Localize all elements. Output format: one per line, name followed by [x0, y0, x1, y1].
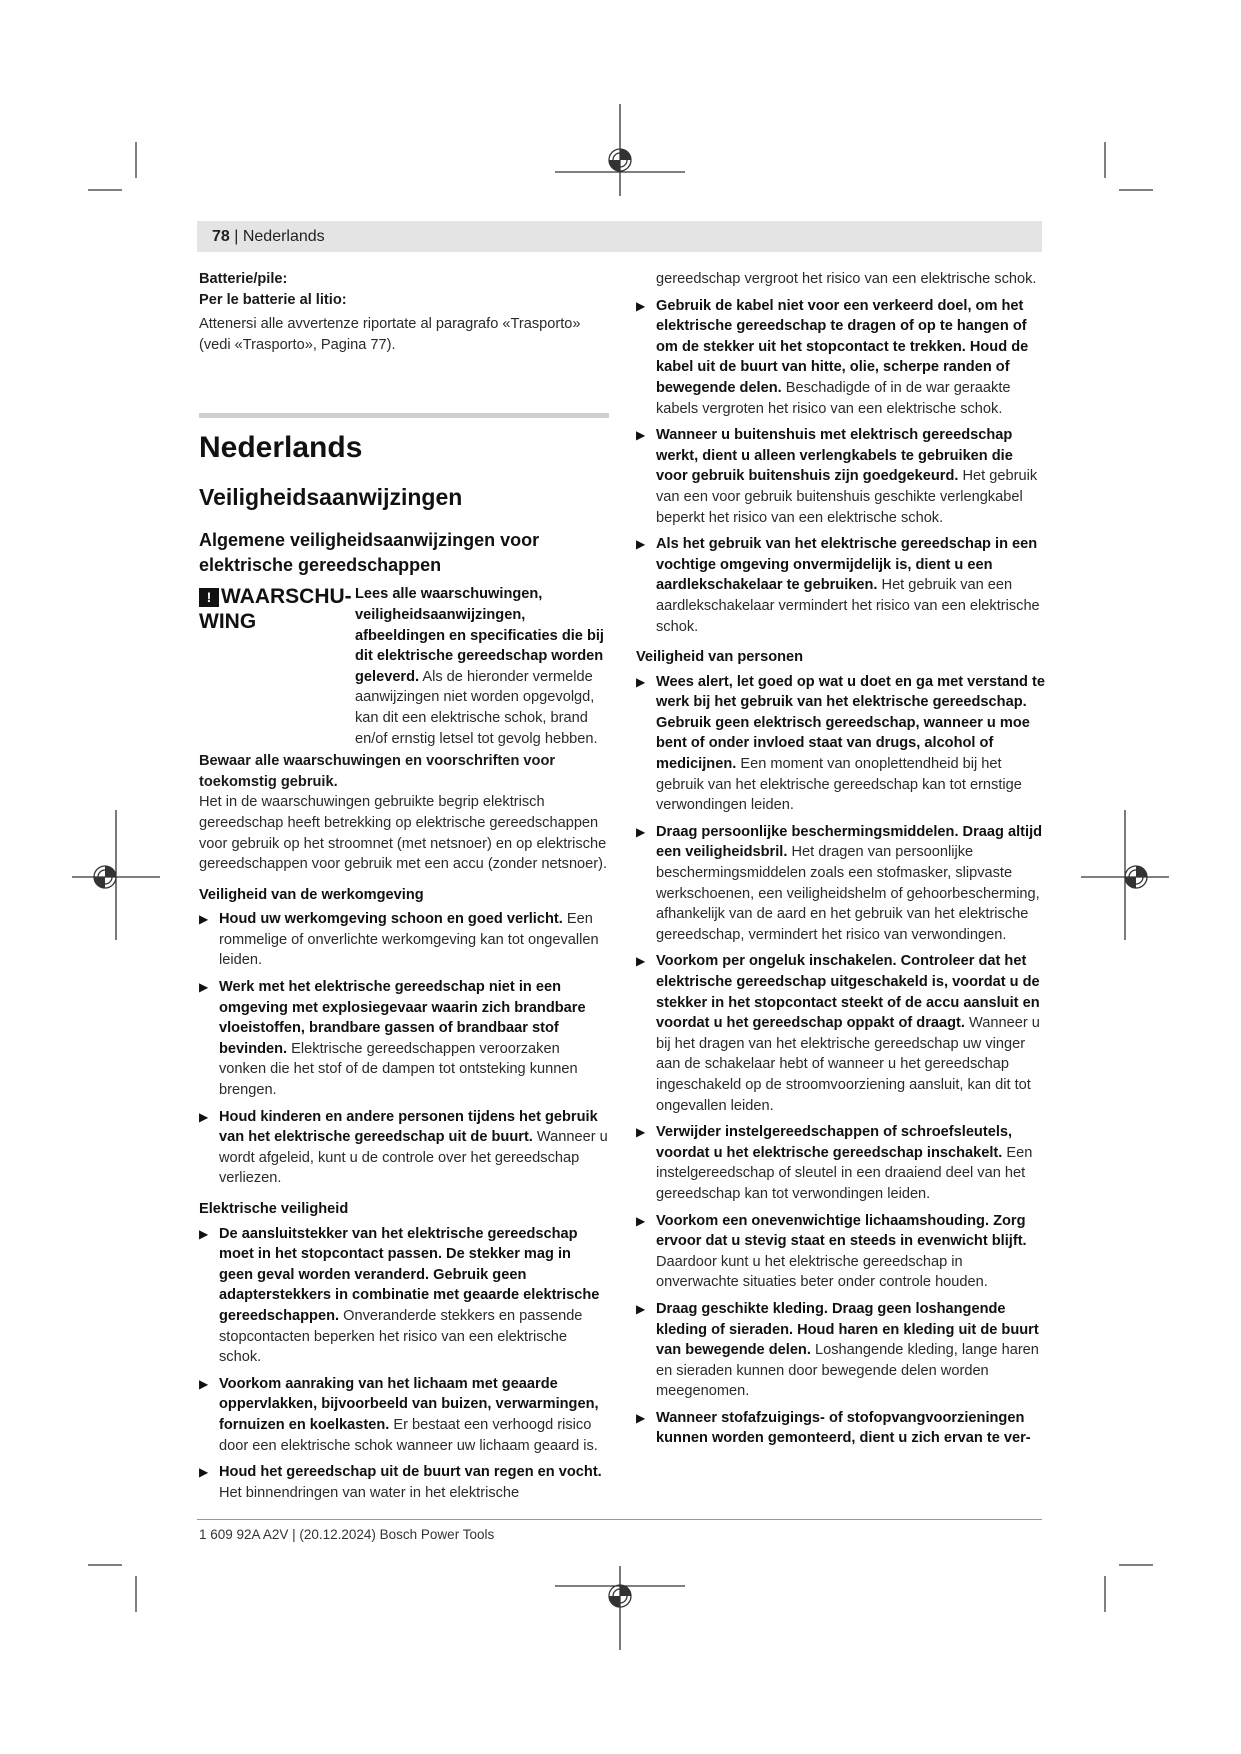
work-area-title: Veiligheid van de werkomgeving: [199, 886, 424, 903]
bullet-arrow-icon: ▶: [199, 1465, 209, 1480]
battery-text: Attenersi alle avvertenze riportate al paragrafo «Trasporto» (vedi «Trasporto», Pagina 77).: [199, 316, 581, 353]
bullet-arrow-icon: ▶: [199, 1226, 209, 1241]
warning-block: [199, 584, 609, 749]
page-number: 78: [212, 228, 230, 245]
warning-bold-text: Lees alle waarschuwingen, veiligheidsaanwijzingen, afbeeldingen en specificaties die bij dit elektrische gereedschap worden geleverd.: [355, 586, 604, 685]
electrical-safety-title: Elektrische veiligheid: [199, 1201, 349, 1217]
list-item: ▶ Draag persoonlijke beschermingsmiddelen. Draag altijd een veiligheidsbril. Het dragen van persoonlijke beschermingsmiddelen zoals een stofmasker, slipvaste werkschoenen, een veiligheidshelm of gehoorbescherming, afhankelijk van de aard en het gebruik van het elektrische gereedschap, vermindert het risico van verwondingen.: [636, 823, 1043, 943]
list-item: ▶ Voorkom een onevenwichtige lichaamshouding. Zorg ervoor dat u stevig staat en steeds in evenwicht blijft. Daardoor kunt u het elektrische gereedschap in onverwachte situaties beter onder controle houden.: [636, 1212, 1027, 1291]
section-label: Nederlands: [242, 228, 325, 245]
list-item: ▶ Wees alert, let goed op wat u doet en ga met verstand te werk bij het gebruik van het elektrische gereedschap. Gebruik geen elektrisch gereedschap, wanneer u moe bent of onder invloed staat van drugs, alcohol of medicijnen. Een moment van onoplettendheid bij het gebruik van het elektrische gereedschap kan tot ernstige verwondingen leiden.: [636, 673, 1045, 814]
registration-mark-right: [1081, 810, 1169, 940]
battery-title: Batterie/pile:: [199, 271, 288, 287]
bullet-arrow-icon: ▶: [199, 1376, 209, 1391]
list-item: ▶ Draag geschikte kleding. Draag geen loshangende kleding of sieraden. Houd haren en kleding uit de buurt van bewegende delen. Loshangende kleding, lange haren en sieraden kunnen door bewegende delen worden meegenomen.: [636, 1300, 1039, 1400]
bullet-arrow-icon: ▶: [636, 954, 646, 969]
bullet-arrow-icon: ▶: [636, 537, 646, 552]
bullet-arrow-icon: ▶: [636, 428, 646, 443]
list-item: ▶ Houd uw werkomgeving schoon en goed verlicht. Een rommelige of onverlichte werkomgeving kan tot ongevallen leiden.: [199, 911, 599, 969]
section-title: Veiligheidsaanwijzingen: [199, 484, 463, 511]
registration-mark-left: [72, 810, 160, 940]
registration-mark-bottom: [555, 1566, 685, 1650]
list-item: ▶ Wanneer stofafzuigings- of stofopvangvoorzieningen kunnen worden gemonteerd, dient u zich ervan te ver-: [636, 1409, 1031, 1447]
bullet-arrow-icon: ▶: [636, 1410, 646, 1425]
keep-instructions: Bewaar alle waarschuwingen en voorschriften voor toekomstig gebruik.: [199, 753, 556, 790]
list-item: ▶ Als het gebruik van het elektrische gereedschap in een vochtige omgeving onvermijdelijk is, dient u een aardlekschakelaar te gebruiken. Het gebruik van een aardlekschakelaar vermindert het risico van een elektrische schok.: [636, 536, 1040, 635]
list-item: ▶ Werk met het elektrische gereedschap niet in een omgeving met explosiegevaar waarin zich brandbare vloeistoffen, brandbare gassen of brandbaar stof bevinden. Elektrische gereedschappen veroorzaken vonken die het stof of de dampen tot ontsteking kunnen brengen.: [199, 979, 586, 1099]
list-item: ▶ Gebruik de kabel niet voor een verkeerd doel, om het elektrische gereedschap te dragen of op te hangen of om de stekker uit het stopcontact te trekken. Houd de kabel uit de buurt van hitte, olie, scherpe randen of bewegende delen. Beschadigde of in de war geraakte kabels vergroten het risico van een elektrische schok.: [636, 297, 1029, 417]
right-column: [636, 269, 1046, 1455]
left-column: [199, 269, 609, 1509]
list-item: ▶ Wanneer u buitenshuis met elektrisch gereedschap werkt, dient u alleen verlengkabels te gebruiken die voor gebruik buitenshuis zijn goedgekeurd. Het gebruik van een voor gebruik buitenshuis geschikte verlengkabel beperkt het risico van een elektrische schok.: [636, 427, 1038, 526]
warning-triangle-icon: !: [199, 588, 219, 607]
list-item: ▶ Voorkom per ongeluk inschakelen. Controleer dat het elektrische gereedschap uitgeschakeld is, voordat u de stekker in het stopcontact steekt of de accu aansluit en voordat u het gereedschap oppakt of draagt. Wanneer u bij het dragen van het elektrische gereedschap uw vinger aan de schakelaar hebt of wanneer u het gereedschap ingeschakeld op de stroomvoorziening aansluit, kan dit tot ongevallen leiden.: [636, 953, 1040, 1114]
list-item: ▶ Houd het gereedschap uit de buurt van regen en vocht. Het binnendringen van water in het elektrische: [199, 1464, 602, 1501]
section-divider: [199, 413, 609, 418]
continuation-text: gereedschap vergroot het risico van een elektrische schok.: [656, 271, 1037, 287]
warning-paragraph: [355, 584, 609, 749]
subsection-title: Algemene veiligheidsaanwijzingen voor elektrische gereedschappen: [199, 530, 540, 576]
term-definition: Het in de waarschuwingen gebruikte begrip elektrisch gereedschap heeft betrekking op elektrische gereedschappen voor gebruik op het stroomnet (met netsnoer) en op elektrische gereedschappen voor gebruik met een accu (zonder netsnoer).: [199, 794, 608, 873]
warning-normal-text: Als de hieronder vermelde aanwijzingen niet worden opgevolgd, kan dit een elektrische schok, brand en/of ernstig letsel tot gevolg hebben.: [355, 668, 598, 747]
footer-divider: [197, 1519, 1042, 1520]
bullet-arrow-icon: ▶: [199, 912, 209, 927]
bullet-arrow-icon: ▶: [636, 824, 646, 839]
page-header: 78 | Nederlands: [212, 228, 325, 245]
bullet-arrow-icon: ▶: [636, 1213, 646, 1228]
list-item: ▶ Voorkom aanraking van het lichaam met geaarde oppervlakken, bijvoorbeeld van buizen, verwarmingen, fornuizen en koelkasten. Er bestaat een verhoogd risico door een elektrische schok wanneer uw lichaam geaard is.: [199, 1375, 599, 1454]
battery-subtitle: Per le batterie al litio:: [199, 291, 347, 308]
page-footer: 1 609 92A A2V | (20.12.2024) Bosch Power Tools: [199, 1527, 495, 1542]
list-item: ▶ Houd kinderen en andere personen tijdens het gebruik van het elektrische gereedschap uit de buurt. Wanneer u wordt afgeleid, kunt u de controle over het gereedschap verliezen.: [199, 1108, 608, 1187]
list-item: ▶ Verwijder instelgereedschappen of schroefsleutels, voordat u het elektrische gereedschap inschakelt. Een instelgereedschap of sleutel in een draaiend deel van het gereedschap kan tot verwondingen leiden.: [636, 1124, 1033, 1202]
bullet-arrow-icon: ▶: [636, 674, 646, 689]
warning-label: WAARSCHU-WING: [199, 585, 352, 634]
language-title: Nederlands: [199, 431, 363, 465]
bullet-arrow-icon: ▶: [199, 980, 209, 995]
list-item: ▶ De aansluitstekker van het elektrische gereedschap moet in het stopcontact passen. De stekker mag in geen geval worden veranderd. Gebruik geen adapterstekkers in combinatie met geaarde elektrische gereedschappen. Onveranderde stekkers en passende stopcontacten beperken het risico van een elektrische schok.: [199, 1225, 600, 1366]
bullet-arrow-icon: ▶: [636, 1301, 646, 1316]
bullet-arrow-icon: ▶: [636, 298, 646, 313]
bullet-arrow-icon: ▶: [636, 1125, 646, 1140]
warning-badge: [199, 584, 355, 749]
personal-safety-title: Veiligheid van personen: [636, 649, 804, 666]
registration-mark-top: [555, 104, 685, 196]
bullet-arrow-icon: ▶: [199, 1109, 209, 1124]
